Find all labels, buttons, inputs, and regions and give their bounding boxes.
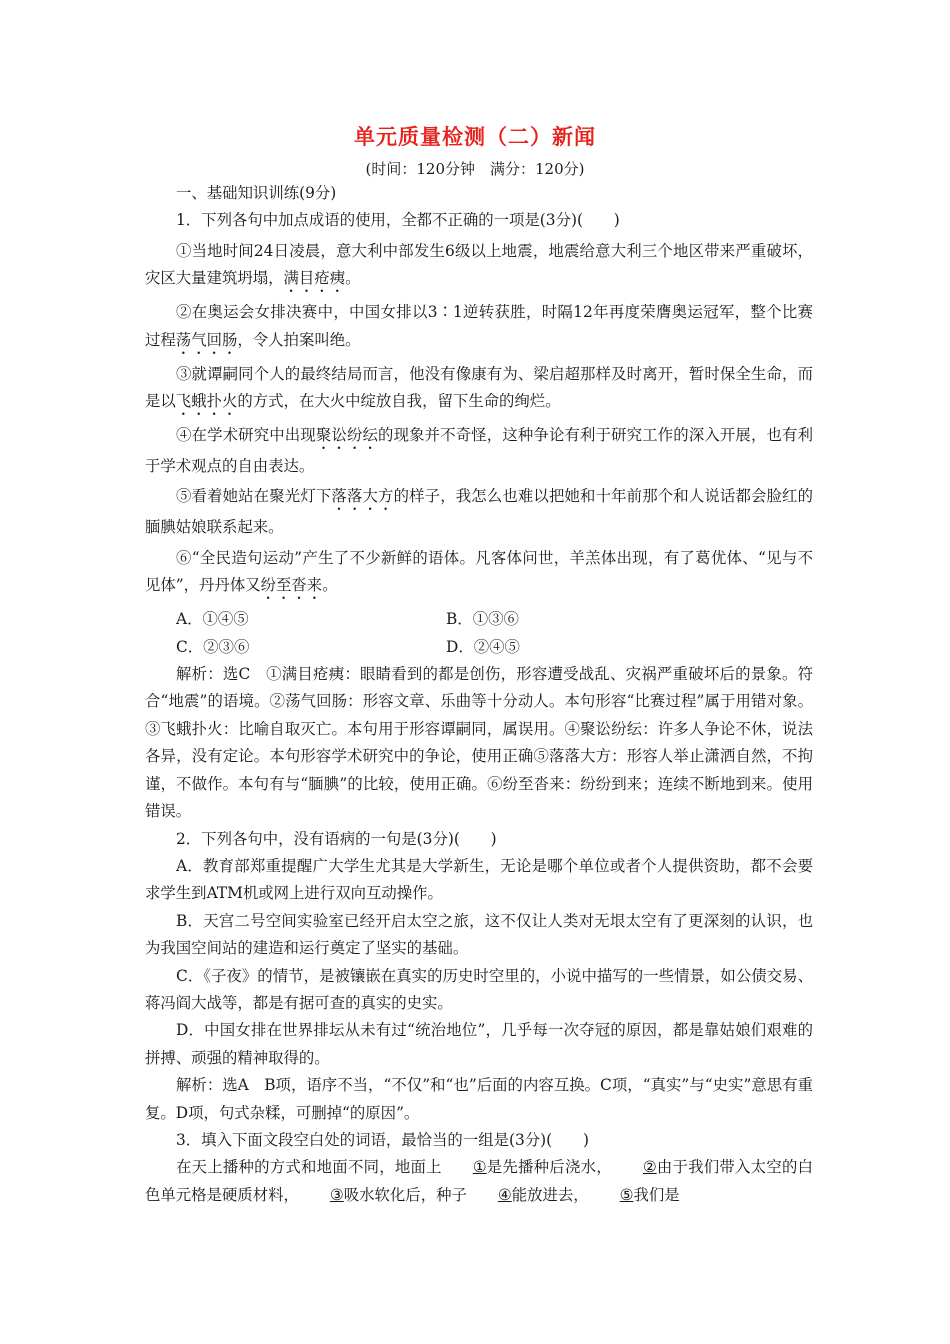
q1-options-row-1 (145, 606, 813, 633)
page-title: 单元质量检测（二）新闻 (354, 125, 596, 149)
option-c: C．②③⑥ (176, 637, 250, 656)
q1-sentence-5: ⑤看着她站在聚光灯下落落大方的样子，我怎么也难以把她和十年前那个和人说话都会脸红的腼腆姑娘联系起来。 (145, 487, 813, 537)
question-3-stem: 3．填入下面文段空白处的词语，最恰当的一组是(3分)( ) (176, 1130, 589, 1149)
section-heading: 一、基础知识训练(9分) (176, 184, 337, 202)
q1-sentence-4: ④在学术研究中出现聚讼纷纭的现象并不奇怪，这种争论有利于研究工作的深入开展，也有利于学术观点的自由表达。 (145, 426, 813, 476)
blank-5: ⑤ (619, 1185, 634, 1204)
q1-analysis: 解析：选C ①满目疮痍：眼睛看到的都是创伤，形容遭受战乱、灾祸严重破坏后的景象。符合“地震”的语境。②荡气回肠：形容文章、乐曲等十分动人。本句形容“比赛过程”属于用错对象。③飞蛾扑火：比喻自取灭亡。本句用于形容谭嗣同，属误用。④聚讼纷纭：许多人争论不休，说法各异，没有定论。本句形容学术研究中的争论，使用正确⑤落落大方：形容人举止潇洒自然，不拘谨，不做作。本句有与“腼腆”的比较，使用正确。⑥纷至沓来：纷纷到来；连续不断地到来。使用错误。 (145, 665, 813, 821)
q1-sentence-2: ②在奥运会女排决赛中，中国女排以3∶1逆转获胜，时隔12年再度荣膺奥运冠军，整个比赛过程荡气回肠，令人拍案叫绝。 (145, 303, 813, 349)
dotted-idiom: 聚讼纷纭 (315, 426, 379, 445)
q2-option-a: A．教育部郑重提醒广大学生尤其是大学新生，无论是哪个单位或者个人提供资助，都不会要求学生到ATM机或网上进行双向互动操作。 (145, 856, 813, 903)
exam-info: (时间：120分钟 满分：120分) (365, 160, 585, 178)
question-2-stem: 2．下列各句中，没有语病的一句是(3分)( ) (176, 829, 497, 848)
q2-option-c: C．《子夜》的情节，是被镶嵌在真实的历史时空里的，小说中描写的一些情景，如公债交易、蒋冯阎大战等，都是有据可查的真实的史实。 (145, 966, 813, 1012)
q1-sentence-6: ⑥“全民造句运动”产生了不少新鲜的语体。凡客体问世，羊羔体出现，有了葛优体、“见与不见体”，丹丹体又纷至沓来。 (145, 548, 813, 595)
q1-options-row-2 (145, 634, 813, 661)
q2-option-b: B．天宫二号空间实验室已经开启太空之旅，这不仅让人类对无垠太空有了更深刻的认识，也为我国空间站的建造和运行奠定了坚实的基础。 (145, 911, 813, 958)
blank-1: ① (472, 1158, 487, 1177)
dotted-idiom: 落落大方 (331, 487, 394, 506)
dotted-idiom: 纷至沓来 (260, 576, 323, 595)
q2-option-d: D．中国女排在世界排坛从未有过“统治地位”，几乎每一次夺冠的原因，都是靠姑娘们艰难的拼搏、顽强的精神取得的。 (145, 1021, 813, 1067)
q1-sentence-3: ③就谭嗣同个人的最终结局而言，他没有像康有为、梁启超那样及时离开，暂时保全生命，而是以飞蛾扑火的方式，在大火中绽放自我，留下生命的绚烂。 (145, 364, 813, 411)
blank-3: ③ (329, 1185, 344, 1204)
option-a: A．①④⑤ (176, 610, 249, 629)
option-d: D．②④⑤ (446, 637, 520, 656)
exam-content (145, 180, 813, 1209)
q2-analysis: 解析：选A B项，语序不当，“不仅”和“也”后面的内容互换。C项，“真实”与“史实”意思有重复。D项，句式杂糅，可删掉“的原因”。 (145, 1076, 813, 1122)
blank-4: ④ (497, 1185, 512, 1204)
dotted-idiom: 飞蛾扑火 (175, 392, 238, 411)
q3-passage: 在天上播种的方式和地面不同，地面上 ①是先播种后浇水， ②由于我们带入太空的白色单元格是硬质材料， ③吸水软化后，种子 ④能放进去， ⑤我们是 (145, 1154, 813, 1209)
dotted-idiom: 荡气回肠 (175, 330, 238, 349)
question-1-stem: 1．下列各句中加点成语的使用，全都不正确的一项是(3分)( ) (176, 211, 620, 230)
blank-2: ② (642, 1158, 657, 1177)
q1-sentence-1: ①当地时间24日凌晨，意大利中部发生6级以上地震，地震给意大利三个地区带来严重破坏，灾区大量建筑坍塌，满目疮痍。 (145, 241, 813, 288)
option-b: B．①③⑥ (446, 610, 519, 629)
dotted-idiom: 满目疮痍 (283, 269, 346, 288)
